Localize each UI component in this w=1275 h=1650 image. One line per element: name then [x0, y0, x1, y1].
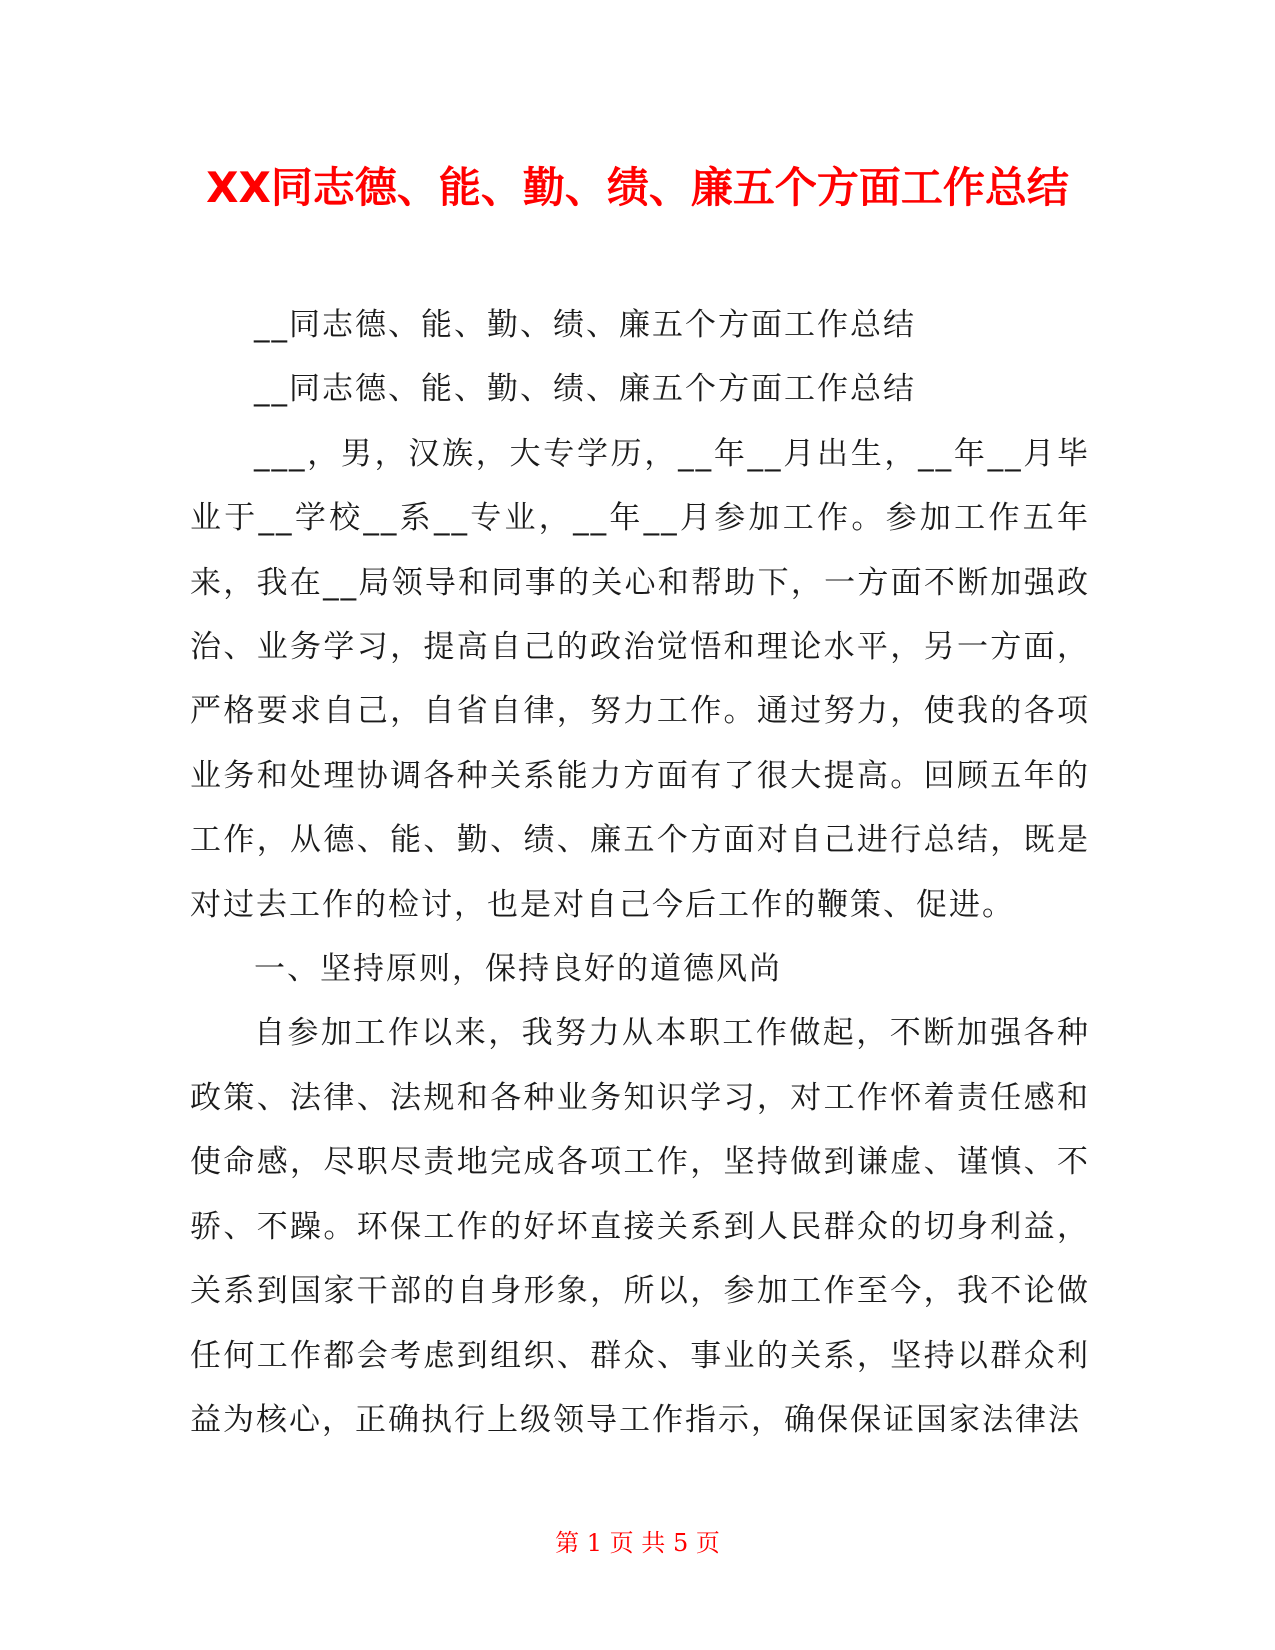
section-heading: 一、坚持原则，保持良好的道德风尚 — [254, 951, 782, 988]
paragraph: __同志德、能、勤、绩、廉五个方面工作总结 — [254, 307, 916, 343]
document-title: XX同志德、能、勤、绩、廉五个方面工作总结 — [206, 163, 1069, 212]
paragraph: 自参加工作以来，我努力从本职工作做起，不断加强各种政策、法律、法规和各种业务知识学习，对工作怀着责任感和使命感，尽职尽责地完成各项工作，坚持做到谦虚、谨慎、不骄、不躁。环保工作的好坏直接关系到人民群众的切身利益，关系到国家干部的自身形象，所以，参加工作至今，我不论做任何工作都会考虑到组织、群众、事业的关系，坚持以群众利益为核心，正确执行上级领导工作指示，确保保证国家法律法 — [190, 1015, 1090, 1438]
paragraph: __同志德、能、勤、绩、廉五个方面工作总结 — [254, 371, 916, 408]
page-footer: 第 1 页 共 5 页 — [555, 1529, 720, 1557]
document-body — [190, 293, 1090, 1452]
paragraph: ___，男，汉族，大专学历，__年__月出生，__年__月毕业于__学校__系__专业，__年__月参加工作。参加工作五年来，我在__局领导和同事的关心和帮助下，一方面不断加强政治、业务学习，提高自己的政治觉悟和理论水平，另一方面，严格要求自己，自省自律，努力工作。通过努力，使我的各项业务和处理协调各种关系能力方面有了很大提高。回顾五年的工作，从德、能、勤、绩、廉五个方面对自己进行总结，既是对过去工作的检讨，也是对自己今后工作的鞭策、促进。 — [190, 435, 1090, 923]
